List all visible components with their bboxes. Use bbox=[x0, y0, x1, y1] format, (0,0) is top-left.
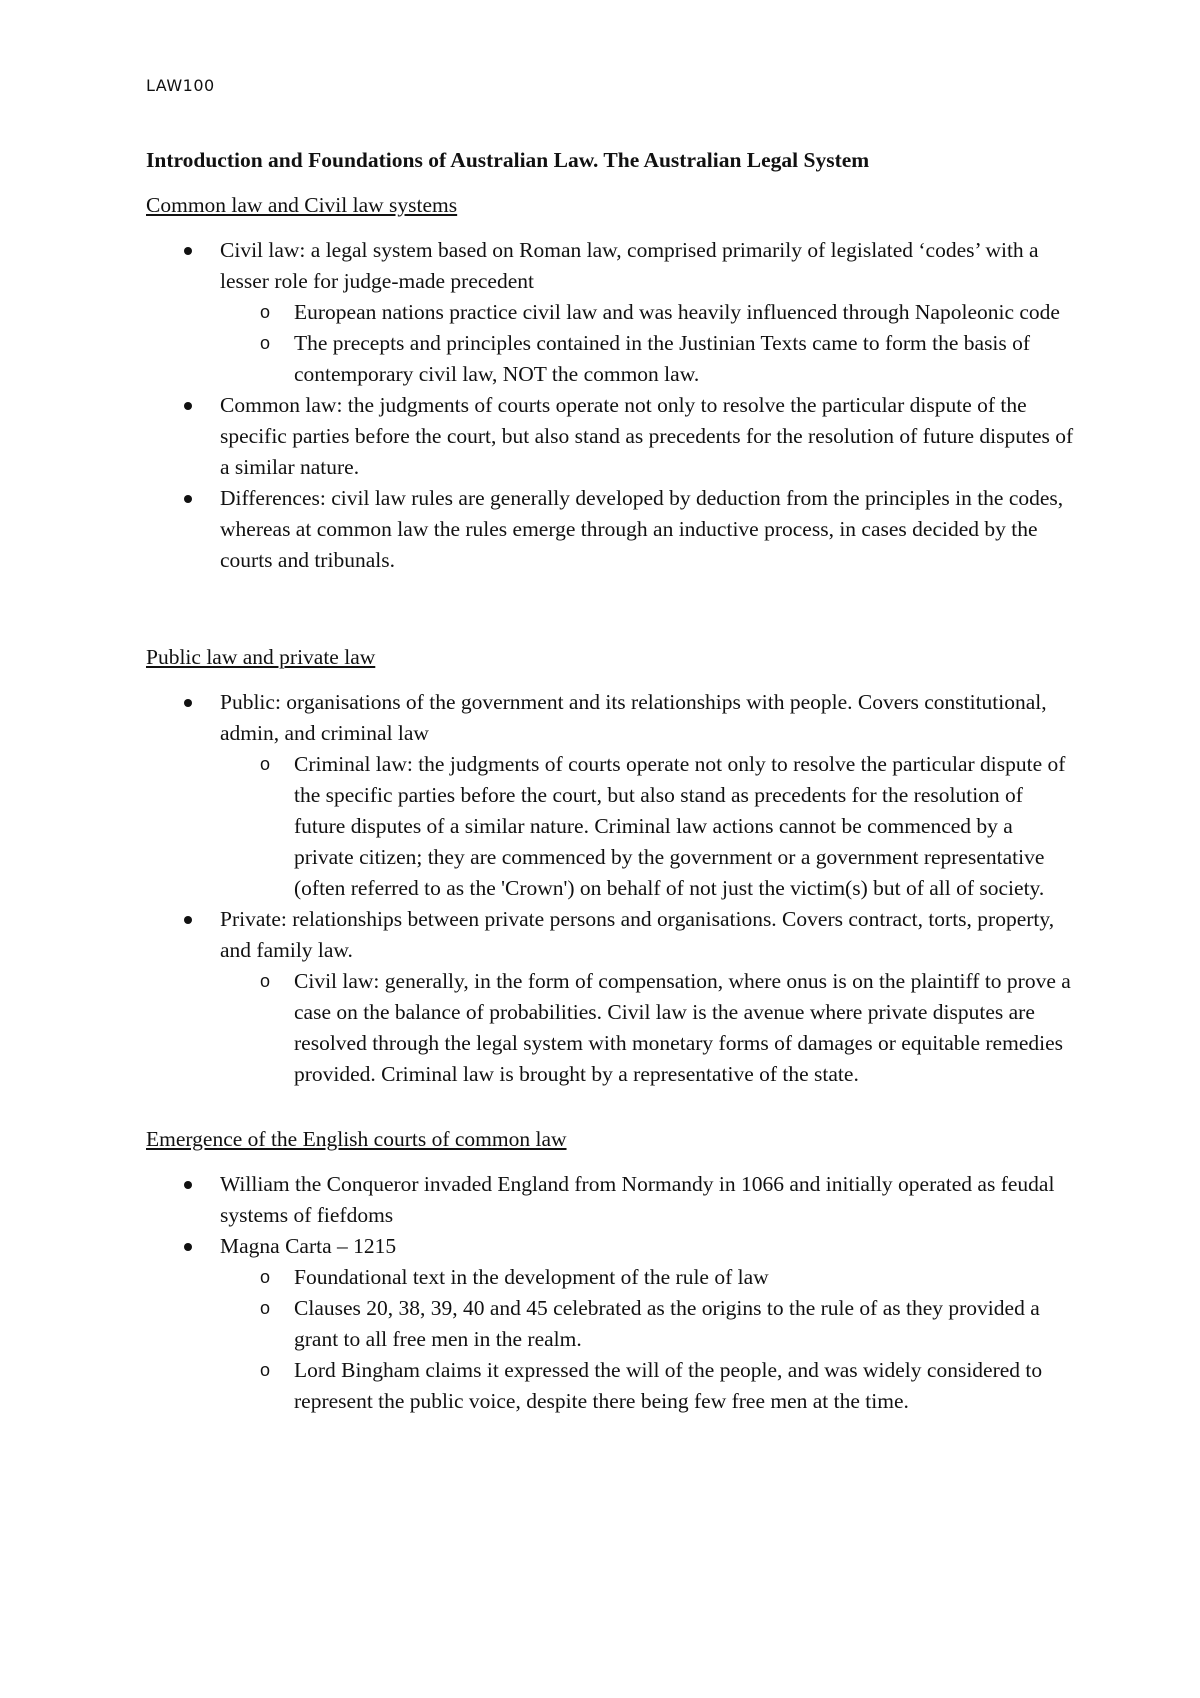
bullet-icon bbox=[184, 916, 192, 924]
hollow-bullet-icon: o bbox=[260, 1298, 271, 1318]
list-item bbox=[146, 390, 1076, 483]
hollow-bullet-icon: o bbox=[260, 971, 271, 991]
sub-list-item-text: Lord Bingham claims it expressed the will of the people, and was widely considered to represent the public voice, despite there being few free men at the time. bbox=[294, 1358, 1043, 1413]
section-list-common-civil bbox=[146, 235, 1076, 576]
sub-list-item-text: Foundational text in the development of the rule of law bbox=[294, 1265, 769, 1289]
course-code-header: LAW100 bbox=[146, 76, 215, 95]
list-item bbox=[146, 687, 1076, 904]
hollow-bullet-icon: o bbox=[260, 302, 271, 322]
list-item-text: Private: relationships between private persons and organisations. Covers contract, torts, property, and family law. bbox=[220, 907, 1055, 962]
hollow-bullet-icon: o bbox=[260, 1267, 271, 1287]
hollow-bullet-icon: o bbox=[260, 333, 271, 353]
sub-list-item-text: European nations practice civil law and was heavily influenced through Napoleonic code bbox=[294, 300, 1060, 324]
sub-list-item-text: Civil law: generally, in the form of compensation, where onus is on the plaintiff to prove a case on the balance of probabilities. Civil law is the avenue where private disputes are resolved through the legal system with monetary forms of damages or equitable remedies provided. Criminal law is brought by a representative of the state. bbox=[294, 969, 1071, 1086]
list-item-text: Public: organisations of the government and its relationships with people. Covers constitutional, admin, and criminal law bbox=[220, 690, 1047, 745]
list-item bbox=[146, 483, 1076, 576]
list-item-text: Magna Carta – 1215 bbox=[220, 1234, 397, 1258]
document-body bbox=[146, 145, 1076, 1417]
list-item bbox=[146, 1169, 1076, 1231]
sub-list-item-text: The precepts and principles contained in the Justinian Texts came to form the basis of contemporary civil law, NOT the common law. bbox=[294, 331, 1031, 386]
sub-list-item bbox=[220, 1355, 1076, 1417]
hollow-bullet-icon: o bbox=[260, 1360, 271, 1380]
bullet-icon bbox=[184, 247, 192, 255]
section-heading-public-private: Public law and private law bbox=[146, 645, 376, 669]
section-list-english-courts bbox=[146, 1169, 1076, 1417]
bullet-icon bbox=[184, 1243, 192, 1251]
bullet-icon bbox=[184, 402, 192, 410]
list-item bbox=[146, 235, 1076, 390]
sub-list bbox=[220, 1262, 1076, 1417]
sub-list-item bbox=[220, 1293, 1076, 1355]
sub-list-item-text: Clauses 20, 38, 39, 40 and 45 celebrated as the origins to the rule of as they provided a grant to all free men in the realm. bbox=[294, 1296, 1040, 1351]
sub-list-item bbox=[220, 1262, 1076, 1293]
sub-list bbox=[220, 966, 1076, 1090]
list-item bbox=[146, 1231, 1076, 1417]
sub-list bbox=[220, 297, 1076, 390]
section-heading-english-courts: Emergence of the English courts of common law bbox=[146, 1127, 567, 1151]
list-item-text: Common law: the judgments of courts operate not only to resolve the particular dispute of the specific parties before the court, but also stand as precedents for the resolution of future disputes of a similar nature. bbox=[220, 393, 1074, 479]
bullet-icon bbox=[184, 495, 192, 503]
section-list-public-private bbox=[146, 687, 1076, 1090]
list-item-text: Differences: civil law rules are generally developed by deduction from the principles in the codes, whereas at common law the rules emerge through an inductive process, in cases decided by the courts and tribunals. bbox=[220, 486, 1064, 572]
list-item bbox=[146, 904, 1076, 1090]
document-title: Introduction and Foundations of Australian Law. The Australian Legal System bbox=[146, 148, 870, 172]
bullet-icon bbox=[184, 699, 192, 707]
list-item-text: William the Conqueror invaded England from Normandy in 1066 and initially operated as feudal systems of fiefdoms bbox=[220, 1172, 1055, 1227]
sub-list-item bbox=[220, 966, 1076, 1090]
sub-list-item bbox=[220, 328, 1076, 390]
sub-list-item bbox=[220, 297, 1076, 328]
sub-list-item bbox=[220, 749, 1076, 904]
section-heading-common-civil: Common law and Civil law systems bbox=[146, 193, 458, 217]
sub-list-item-text: Criminal law: the judgments of courts operate not only to resolve the particular dispute of the specific parties before the court, but also stand as precedents for the resolution of future disputes of a similar nature. Criminal law actions cannot be commenced by a private citizen; they are commenced by the government or a government representative (often referred to as the 'Crown') on behalf of not just the victim(s) but of all of society. bbox=[294, 752, 1066, 900]
list-item-text: Civil law: a legal system based on Roman law, comprised primarily of legislated ‘codes’ with a lesser role for judge-made precedent bbox=[220, 238, 1039, 293]
bullet-icon bbox=[184, 1181, 192, 1189]
sub-list bbox=[220, 749, 1076, 904]
hollow-bullet-icon: o bbox=[260, 754, 271, 774]
